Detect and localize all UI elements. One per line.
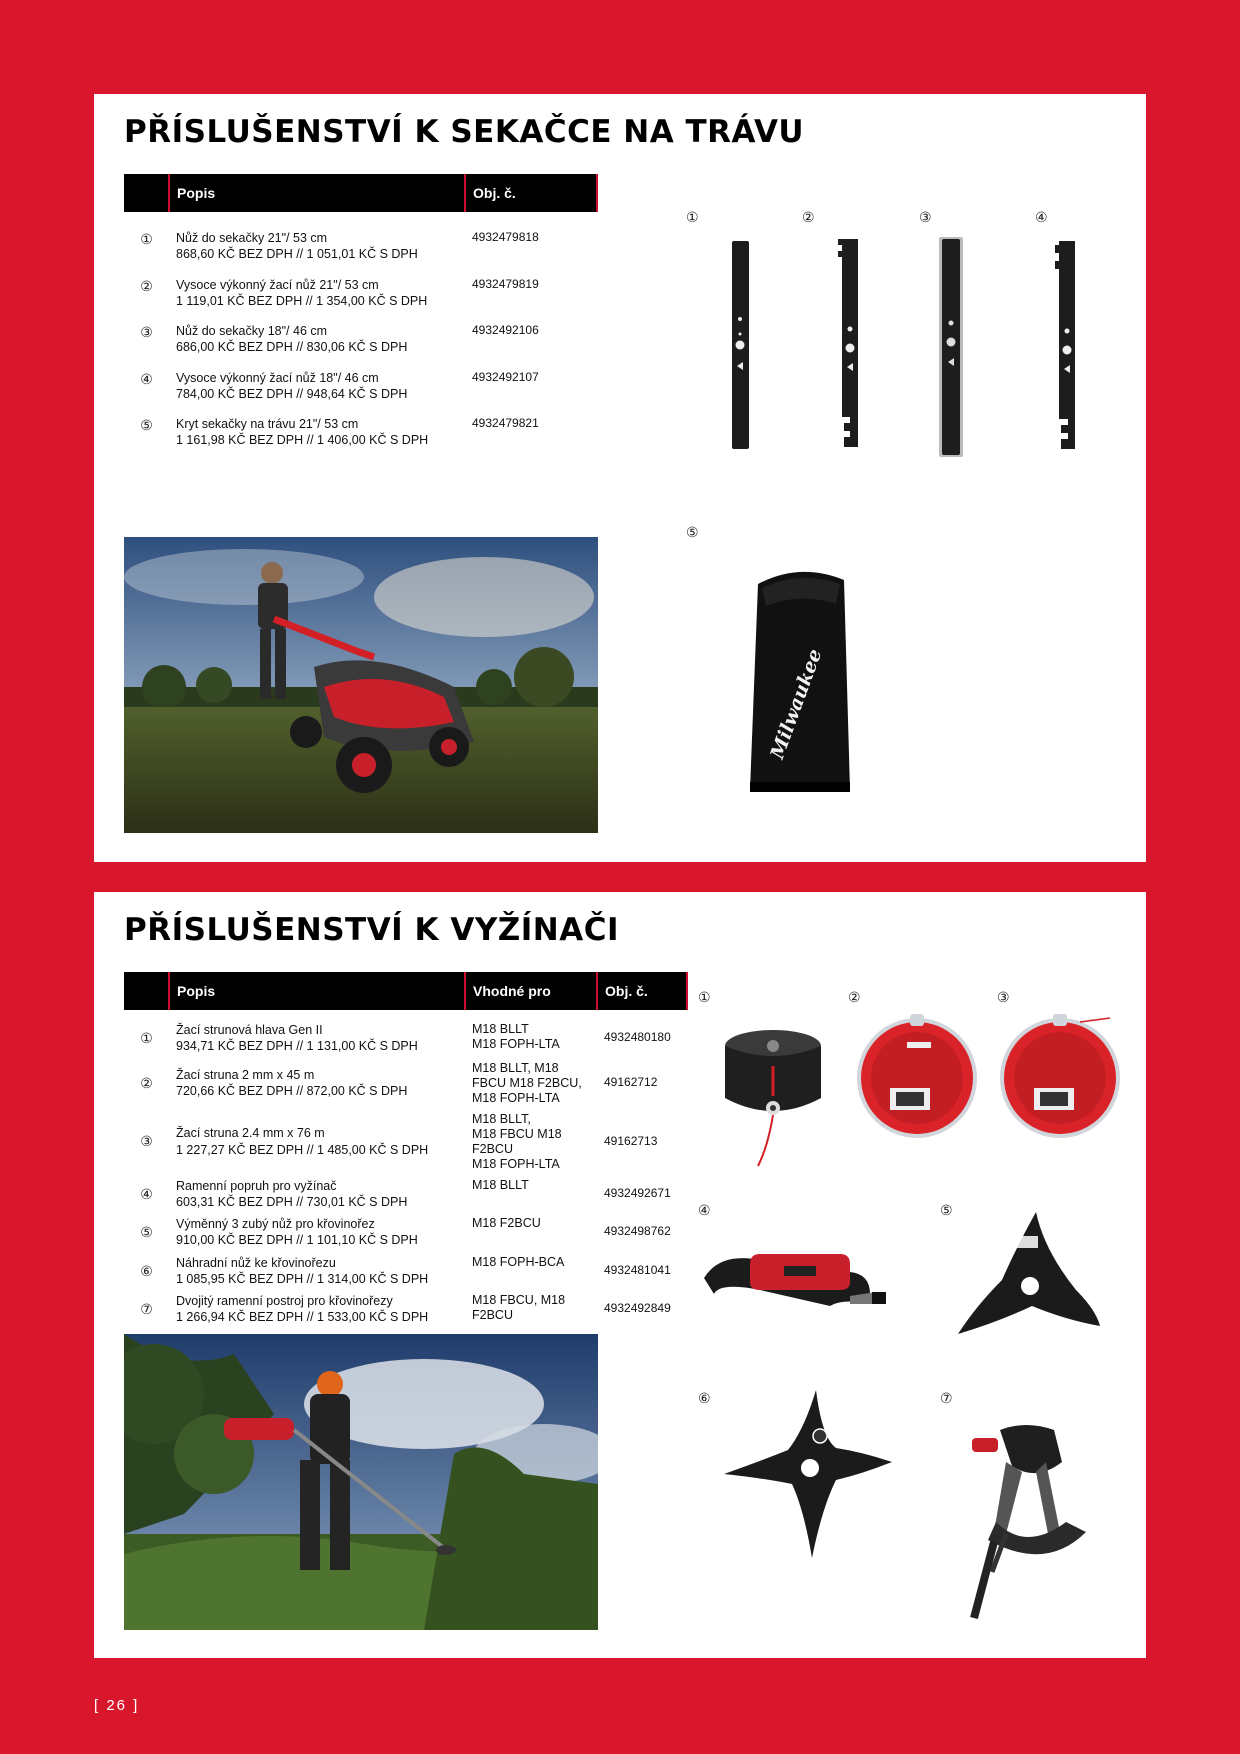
product-label-4: ④ <box>1035 209 1048 225</box>
bag-brand-logo: Milwaukee <box>766 646 827 762</box>
table-row <box>124 212 597 263</box>
table-row <box>124 1106 687 1172</box>
row-description-cell <box>169 1172 465 1211</box>
row-number: ⑤ <box>140 1224 153 1241</box>
row-compatible-with: M18 FOPH-BCA <box>472 1254 565 1269</box>
row-price: 934,71 KČ BEZ DPH // 1 131,00 KČ S DPH <box>176 1039 418 1054</box>
row-description: Žací struna 2 mm x 45 m <box>176 1067 315 1082</box>
row-description-cell <box>169 1287 465 1326</box>
product-label-6: ⑥ <box>698 1390 711 1406</box>
row-description-cell <box>169 212 465 263</box>
product-label-3: ③ <box>997 989 1010 1005</box>
row-number: ⑥ <box>140 1262 153 1279</box>
product-label-7: ⑦ <box>940 1390 953 1406</box>
row-description: Vysoce výkonný žací nůž 18"/ 46 cm <box>176 370 379 385</box>
row-description: Žací strunová hlava Gen II <box>176 1023 323 1037</box>
table-row <box>124 1010 687 1055</box>
row-description-cell <box>169 309 465 356</box>
lawn-mower-photo <box>124 537 598 833</box>
three-tooth-blade-image <box>956 1210 1102 1342</box>
row-order-number: 4932492107 <box>472 369 539 384</box>
row-number: ④ <box>140 1185 153 1202</box>
row-price: 686,00 KČ BEZ DPH // 830,06 KČ S DPH <box>176 340 408 355</box>
mower-accessories-panel <box>94 94 1146 862</box>
row-compatible-with: M18 FBCU, M18 F2BCU <box>472 1293 566 1322</box>
table-header-row <box>124 174 597 212</box>
row-description: Náhradní nůž ke křovinořezu <box>176 1255 336 1270</box>
row-compatible-with: M18 BLLT <box>472 1177 529 1192</box>
brush-cutter-photo <box>124 1334 598 1630</box>
row-compatible-with: M18 F2BCU <box>472 1216 541 1230</box>
row-number: ② <box>140 277 153 294</box>
header-obj: Obj. č. <box>465 174 597 212</box>
header-obj: Obj. č. <box>597 972 687 1010</box>
header-vhodne: Vhodné pro <box>465 972 597 1010</box>
row-order-number: 4932492849 <box>604 1301 671 1316</box>
mower-accessories-table <box>124 174 598 449</box>
row-price: 1 085,95 KČ BEZ DPH // 1 314,00 KČ S DPH <box>176 1271 429 1286</box>
row-description-cell <box>169 1055 465 1106</box>
row-order-number: 4932479818 <box>472 230 539 244</box>
row-number: ③ <box>140 324 153 340</box>
row-description-cell <box>169 1210 465 1249</box>
product-label-4: ④ <box>698 1202 711 1218</box>
row-price: 603,31 KČ BEZ DPH // 730,01 KČ S DPH <box>176 1194 408 1209</box>
table-row <box>124 263 597 310</box>
row-order-number: 4932480180 <box>604 1030 671 1045</box>
table-row <box>124 309 597 356</box>
row-order-number: 49162713 <box>604 1133 658 1148</box>
row-description-cell <box>169 1249 465 1288</box>
row-price: 1 266,94 KČ BEZ DPH // 1 533,00 KČ S DPH <box>176 1310 429 1325</box>
row-number: ⑦ <box>140 1301 153 1318</box>
row-order-number: 4932492106 <box>472 323 539 337</box>
shoulder-strap-image <box>700 1242 890 1324</box>
high-performance-blade-18-image <box>1051 239 1085 459</box>
trimmer-accessories-table <box>124 972 688 1326</box>
high-performance-blade-21-image <box>832 237 866 459</box>
row-description: Výměnný 3 zubý nůž pro křovinořez <box>176 1217 375 1231</box>
row-price: 1 227,27 KČ BEZ DPH // 1 485,00 KČ S DPH <box>176 1142 429 1157</box>
row-description-cell <box>169 402 465 449</box>
product-label-1: ① <box>698 989 711 1005</box>
trimmer-head-image <box>708 1026 838 1168</box>
row-number: ③ <box>140 1133 153 1150</box>
row-description: Dvojitý ramenní postroj pro křovinořezy <box>176 1294 393 1308</box>
row-order-number: 4932498762 <box>604 1224 671 1239</box>
header-popis: Popis <box>169 972 465 1010</box>
row-description: Ramenní popruh pro vyžínač <box>176 1178 337 1193</box>
row-description-cell <box>169 356 465 403</box>
table-row <box>124 402 597 449</box>
mower-blade-21-image <box>724 239 754 454</box>
row-description: Nůž do sekačky 21"/ 53 cm <box>176 231 328 245</box>
row-order-number: 49162712 <box>604 1075 658 1090</box>
table-row <box>124 1287 687 1326</box>
row-description-cell <box>169 1106 465 1172</box>
table-row <box>124 356 597 403</box>
row-compatible-with: M18 BLLT, M18 FBCU M18 F2BCU M18 FOPH-LTA <box>472 1111 562 1171</box>
section-title: PŘÍSLUŠENSTVÍ K VYŽÍNAČI <box>124 912 619 948</box>
trimmer-line-24mm-image <box>1000 1010 1130 1142</box>
row-price: 868,60 KČ BEZ DPH // 1 051,01 KČ S DPH <box>176 247 418 262</box>
row-number: ② <box>140 1074 153 1091</box>
product-label-3: ③ <box>919 209 932 225</box>
table-row <box>124 1055 687 1106</box>
trimmer-line-2mm-image <box>852 1010 982 1142</box>
header-blank <box>124 174 169 212</box>
row-price: 910,00 KČ BEZ DPH // 1 101,10 KČ S DPH <box>176 1233 418 1248</box>
row-order-number: 4932479821 <box>472 416 539 430</box>
row-compatible-with: M18 BLLT M18 FOPH-LTA <box>472 1022 560 1051</box>
header-blank <box>124 972 169 1010</box>
row-price: 1 161,98 KČ BEZ DPH // 1 406,00 KČ S DPH <box>176 433 429 448</box>
product-label-2: ② <box>802 209 815 225</box>
header-popis: Popis <box>169 174 465 212</box>
grass-bag-image <box>740 564 864 796</box>
four-tooth-blade-image <box>722 1388 894 1564</box>
product-label-1: ① <box>686 209 699 225</box>
table-header-row <box>124 972 687 1010</box>
row-price: 1 119,01 KČ BEZ DPH // 1 354,00 KČ S DPH <box>176 293 428 308</box>
row-description: Nůž do sekačky 18"/ 46 cm <box>176 324 328 338</box>
row-compatible-with: M18 BLLT, M18 FBCU M18 F2BCU, M18 FOPH-LTA <box>472 1060 582 1105</box>
page-number: [ 26 ] <box>94 1697 140 1714</box>
row-number: ④ <box>140 370 153 387</box>
row-description-cell <box>169 1010 465 1055</box>
row-number: ① <box>140 231 153 247</box>
double-shoulder-harness-image <box>966 1422 1096 1622</box>
section-title: PŘÍSLUŠENSTVÍ K SEKAČCE NA TRÁVU <box>124 114 805 150</box>
mower-blade-18-image <box>936 236 966 458</box>
row-number: ① <box>140 1030 153 1047</box>
row-description-cell <box>169 263 465 310</box>
row-description: Kryt sekačky na trávu 21"/ 53 cm <box>176 417 359 431</box>
table-row <box>124 1210 687 1249</box>
product-label-5: ⑤ <box>686 524 699 540</box>
row-price: 784,00 KČ BEZ DPH // 948,64 KČ S DPH <box>176 386 408 401</box>
product-label-2: ② <box>848 989 861 1005</box>
row-number: ⑤ <box>140 417 153 433</box>
trimmer-accessories-panel <box>94 892 1146 1658</box>
row-order-number: 4932479819 <box>472 276 539 291</box>
table-row <box>124 1249 687 1288</box>
row-price: 720,66 KČ BEZ DPH // 872,00 KČ S DPH <box>176 1084 408 1098</box>
row-order-number: 4932481041 <box>604 1262 671 1277</box>
row-order-number: 4932492671 <box>604 1185 671 1200</box>
table-row <box>124 1172 687 1211</box>
product-label-5: ⑤ <box>940 1202 953 1218</box>
row-description: Žací struna 2.4 mm x 76 m <box>176 1126 325 1141</box>
row-description: Vysoce výkonný žací nůž 21"/ 53 cm <box>176 277 379 292</box>
